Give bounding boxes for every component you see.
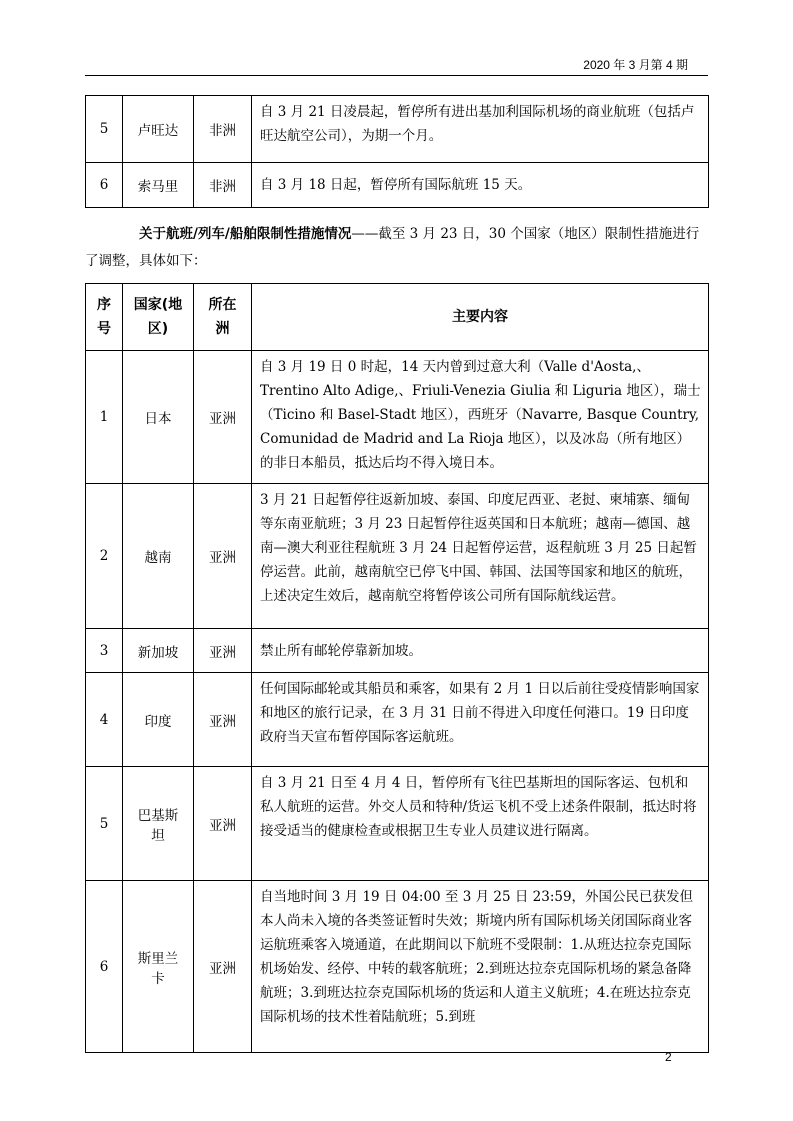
table-row	[86, 629, 709, 673]
header-content: 主要内容	[252, 284, 709, 351]
restrictions-table	[85, 283, 709, 1053]
issue-header: 2020 年 3 月第 4 期	[583, 58, 688, 72]
section-text: ——截至 3 月 23 日，30 个国家（地区）限制性措施进行了调整，具体如下：	[85, 226, 700, 269]
content-cell: 自 3 月 21 日至 4 月 4 日，暂停所有飞往巴基斯坦的国际客运、包机和私人航班的运营。外交人员和特种/货运飞机不受上述条件限制，抵达时将接受适当的健康检查或根据卫生专业人员建议进行隔离。	[252, 767, 709, 881]
content-cell: 自 3 月 18 日起，暂停所有国际航班 15 天。	[252, 163, 709, 208]
country-cell: 巴基斯坦	[123, 767, 194, 881]
country-cell: 斯里兰卡	[123, 881, 194, 1053]
row-number: 2	[86, 484, 123, 629]
content-cell: 任何国际邮轮或其船员和乘客，如果有 2 月 1 日以后前往受疫情影响国家和地区的旅行记录，在 3 月 31 日前不得进入印度任何港口。19 日印度政府当天宣布暂停国际客运航班。	[252, 673, 709, 767]
region-cell: 亚洲	[194, 767, 252, 881]
country-cell: 新加坡	[123, 629, 194, 673]
table-header-row	[86, 284, 709, 351]
section-lead: 关于航班/列车/船舶限制性措施情况	[139, 226, 352, 242]
content-cell: 3 月 21 日起暂停往返新加坡、泰国、印度尼西亚、老挝、柬埔寨、缅甸等东南亚航班；3 月 23 日起暂停往返英国和日本航班；越南—德国、越南—澳大利亚往程航班 3 月 24 日起暂停运营，返程航班 3 月 25 日起暂停运营。此前，越南航空已停飞中国、韩国、法国等国家和地区的航班，上述决定生效后，越南航空将暂停该公司所有国际航线运营。	[252, 484, 709, 629]
table-row	[86, 484, 709, 629]
row-number: 6	[86, 881, 123, 1053]
row-number: 5	[86, 96, 123, 163]
country-cell: 印度	[123, 673, 194, 767]
country-cell: 索马里	[123, 163, 194, 208]
table-row	[86, 96, 709, 163]
region-cell: 非洲	[194, 163, 252, 208]
table-row	[86, 673, 709, 767]
country-cell: 日本	[123, 351, 194, 484]
region-cell: 亚洲	[194, 881, 252, 1053]
row-number: 6	[86, 163, 123, 208]
content-cell: 禁止所有邮轮停靠新加坡。	[252, 629, 709, 673]
section-paragraph	[85, 221, 708, 275]
row-number: 1	[86, 351, 123, 484]
page-number: 2	[665, 1050, 672, 1064]
region-cell: 亚洲	[194, 629, 252, 673]
content-cell: 自 3 月 21 日凌晨起，暂停所有进出基加利国际机场的商业航班（包括卢旺达航空公司），为期一个月。	[252, 96, 709, 163]
table-row	[86, 351, 709, 484]
table-row	[86, 163, 709, 208]
region-cell: 亚洲	[194, 673, 252, 767]
country-cell: 越南	[123, 484, 194, 629]
table-row	[86, 881, 709, 1053]
header-region: 所在洲	[194, 284, 252, 351]
content-cell: 自 3 月 19 日 0 时起，14 天内曾到过意大利（Valle d'Aosta,、Trentino Alto Adige,、Friuli-Venezia Giulia 和 Liguria 地区），瑞士（Ticino 和 Basel-Stadt 地区），西班牙（Navarre, Basque Country, Comunidad de Madrid and La Rioja 地区），以及冰岛（所有地区）的非日本船员，抵达后均不得入境日本。	[252, 351, 709, 484]
row-number: 5	[86, 767, 123, 881]
table-continued	[85, 95, 709, 208]
region-cell: 亚洲	[194, 484, 252, 629]
row-number: 4	[86, 673, 123, 767]
region-cell: 亚洲	[194, 351, 252, 484]
country-cell: 卢旺达	[123, 96, 194, 163]
header-country: 国家(地区)	[123, 284, 194, 351]
content-cell: 自当地时间 3 月 19 日 04:00 至 3 月 25 日 23:59，外国公民已获发但本人尚未入境的各类签证暂时失效；斯境内所有国际机场关闭国际商业客运航班乘客入境通道，在此期间以下航班不受限制：1.从班达拉奈克国际机场始发、经停、中转的载客航班；2.到班达拉奈克国际机场的紧急备降航班；3.到班达拉奈克国际机场的货运和人道主义航班；4.在班达拉奈克国际机场的技术性着陆航班；5.到班	[252, 881, 709, 1053]
row-number: 3	[86, 629, 123, 673]
header-rule	[85, 75, 708, 76]
header-no: 序号	[86, 284, 123, 351]
region-cell: 非洲	[194, 96, 252, 163]
table-row	[86, 767, 709, 881]
